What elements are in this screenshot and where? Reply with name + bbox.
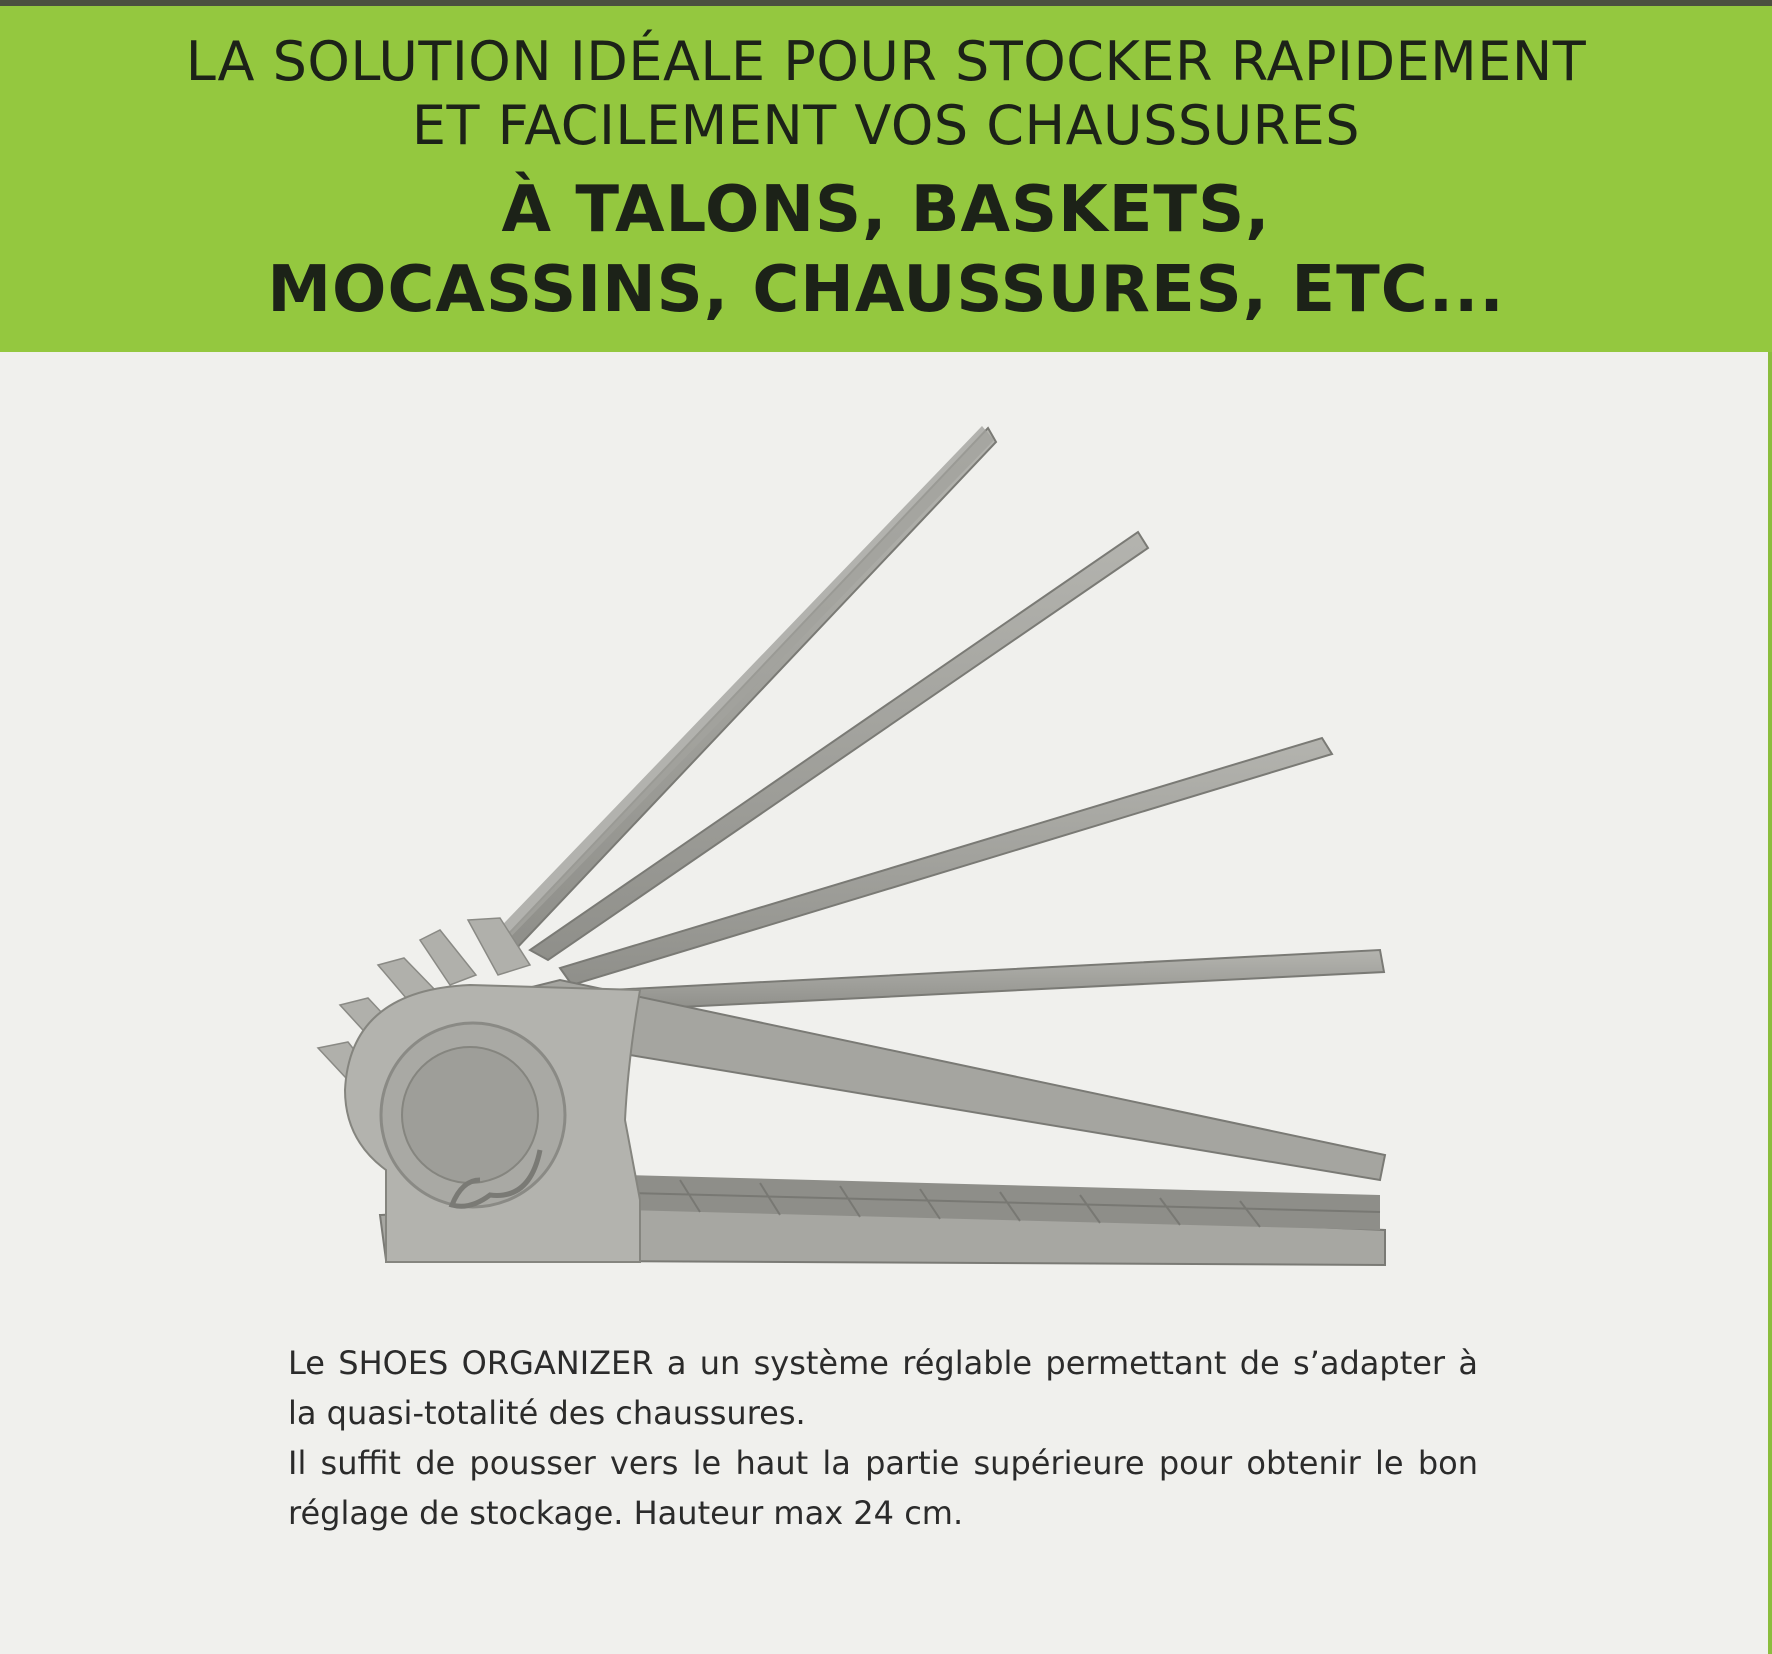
arm-4 (610, 950, 1384, 1010)
headline-line-1: LA SOLUTION IDÉALE POUR STOCKER RAPIDEMENT (185, 30, 1587, 93)
headline-line-2: ET FACILEMENT VOS CHAUSSURES (411, 94, 1361, 157)
description-paragraph-1: Le SHOES ORGANIZER a un système réglable permettant de s’adapter à la quasi-totalité des chaussures. (288, 1344, 1478, 1432)
product-description (288, 1338, 1478, 1538)
main-arm (520, 980, 1385, 1180)
side-hub (345, 985, 640, 1262)
headline-line-4: MOCASSINS, CHAUSSURES, ETC... (267, 253, 1505, 327)
headline-line-3: À TALONS, BASKETS, (501, 173, 1271, 247)
shoe-organizer-illustration (0, 352, 1772, 1312)
description-paragraph-2: Il suffit de pousser vers le haut la partie supérieure pour obtenir le bon réglage de stockage. Hauteur max 24 cm. (288, 1444, 1478, 1532)
